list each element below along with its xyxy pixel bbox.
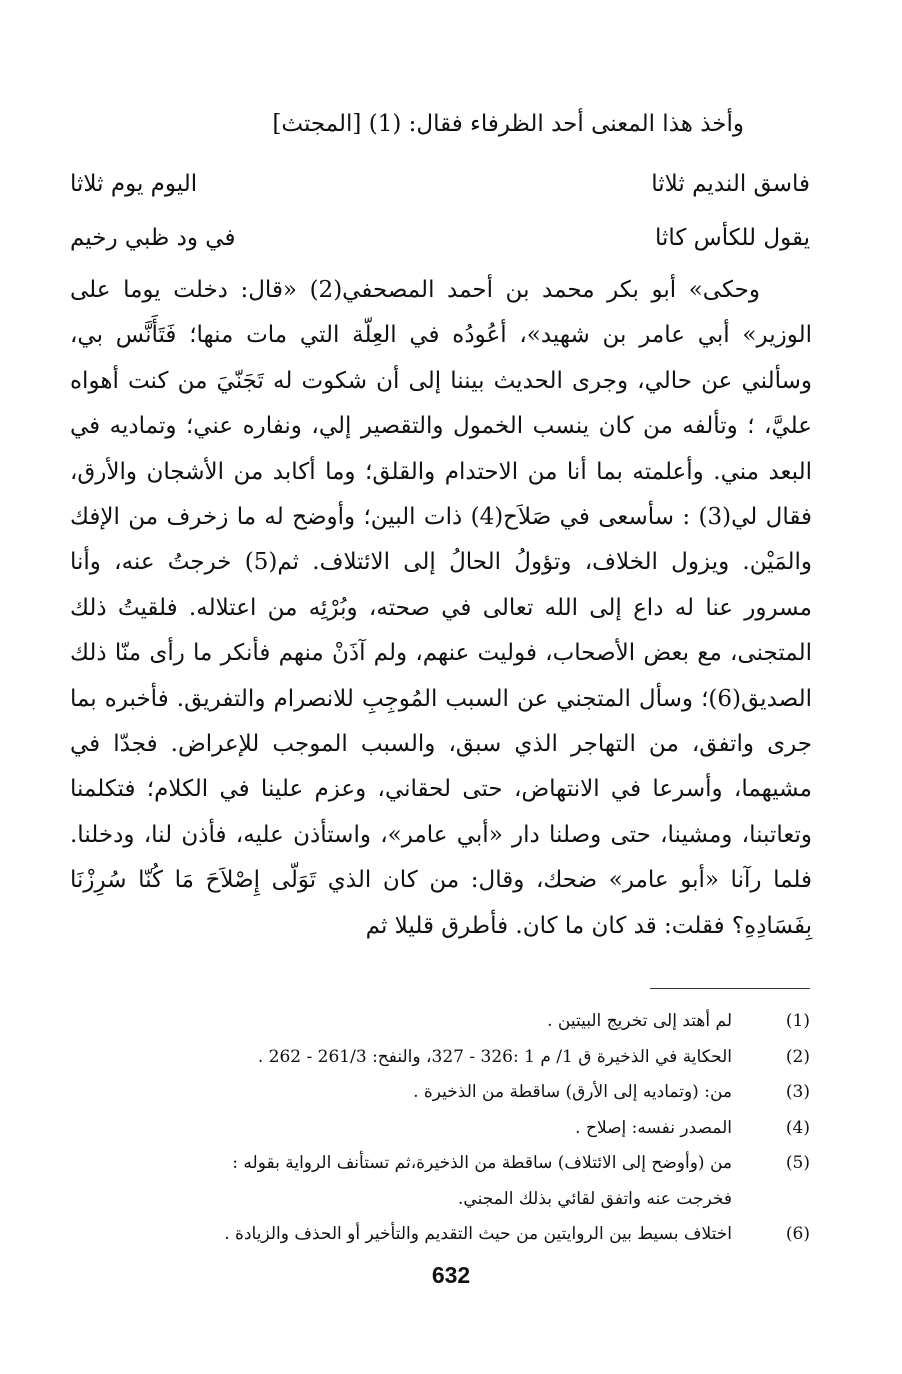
footnote-number: (2) — [785, 1046, 810, 1067]
footnote-text-wrapper — [80, 1146, 760, 1217]
footnote-number: (4) — [785, 1117, 810, 1138]
footnote-number: (6) — [785, 1224, 810, 1244]
intro-line: وأخذ هذا المعنى أحد الظرفاء فقال: (1) [المجتث] — [272, 111, 744, 137]
verse-1-first-hemistich: اليوم يوم ثلاثا — [70, 171, 198, 197]
verse-1-second-hemistich: فاسق النديم ثلاثا — [651, 171, 810, 197]
main-text — [70, 268, 812, 949]
verse-line-1 — [70, 162, 810, 206]
footnote-text: من (وأوضح إلى الائتلاف) ساقطة من الذخيرة،ثم تستأنف الرواية بقوله : — [232, 1153, 732, 1173]
footnote-continuation: فخرجت عنه واتفق لقائي بذلك المجني. — [458, 1188, 732, 1209]
footnote-6 — [80, 1217, 810, 1253]
footnote-4 — [80, 1111, 810, 1147]
verse-2-first-hemistich: في ود ظبي رخيم — [70, 225, 236, 251]
footnote-2 — [80, 1040, 810, 1076]
page-number: 632 — [431, 1262, 471, 1288]
verse-line-2 — [70, 216, 810, 260]
footnote-number: (3) — [785, 1082, 810, 1102]
footnote-3 — [80, 1075, 810, 1111]
footnote-text: لم أهتد إلى تخريج البيتين . — [547, 1011, 732, 1031]
footnotes — [80, 1004, 810, 1253]
footnote-number: (1) — [785, 1011, 810, 1031]
footnote-separator — [650, 988, 810, 989]
footnote-text: من: (وتماديه إلى الأرق) ساقطة من الذخيرة . — [413, 1082, 732, 1102]
verse-2-second-hemistich: يقول للكأس كاثا — [654, 225, 810, 251]
footnote-5 — [80, 1146, 810, 1217]
footnote-number: (5) — [785, 1153, 810, 1173]
footnote-text: المصدر نفسه: إصلاح . — [575, 1117, 732, 1138]
footnote-1 — [80, 1004, 810, 1040]
main-paragraph: وحكى» أبو بكر محمد بن أحمد المصحفي(2) «قال: دخلت يوما على الوزير» أبي عامر بن شهيد»، أعُودُه في العِلّة التي مات منها؛ فَتَأَنَّس بي، وسألني عن حالي، وجرى الحديث بيننا إلى أن شكوت له تَجَنّيَ من كنت أهواه عليَّ، ؛ وتألفه من كان ينسب الخمول والتقصير إلي، ونفاره عني؛ وتماديه في البعد مني. وأعلمته بما أنا من الاحتدام والقلق؛ وما أكابد من الأشجان والأرق، فقال لي(3) : سأسعى في صَلاَح(4) ذات البين؛ وأوضح له ما زخرف من الإفك والمَيْن. ويزول الخلاف، وتؤولُ الحالُ إلى الائتلاف. ثم(5) خرجتُ عنه، وأنا مسرور عنا له داع إلى الله تعالى في صحته، وبُرْئِه من اعتلاله. فلقيتُ ذلك المتجنى، مع بعض الأصحاب، فوليت عنهم، ولم آذَنْ منهم فأنكر ما رأى منّا ذلك الصديق(6)؛ وسأل المتجني عن السبب المُوجِبِ للانصرام والتفريق. فأخبره بما جرى واتفق، من التهاجر الذي سبق، والسبب الموجب للإعراض. فجدّا في مشيهما، وأسرعا في الانتهاض، حتى لحقاني، وعزم علينا في الكلام؛ فتكلمنا وتعاتبنا، ومشينا، حتى وصلنا دار «أبي عامر»، واستأذن عليه، فأذن لنا، ودخلنا. فلما رآنا «أبو عامر» ضحك، وقال: من كان الذي تَوَلّى إِصْلاَحَ مَا كُنّا سُرِزْنَا بِفَسَادِهِ؟ فقلت: قد كان ما كان. فأطرق قليلا ثم — [70, 277, 812, 939]
footnote-text: اختلاف بسيط بين الروايتين من حيث التقديم والتأخير أو الحذف والزيادة . — [224, 1224, 732, 1244]
footnote-text: الحكاية في الذخيرة ق 1/ م 1 :326 - 327، والنفح: 261/3 - 262 . — [257, 1046, 732, 1067]
